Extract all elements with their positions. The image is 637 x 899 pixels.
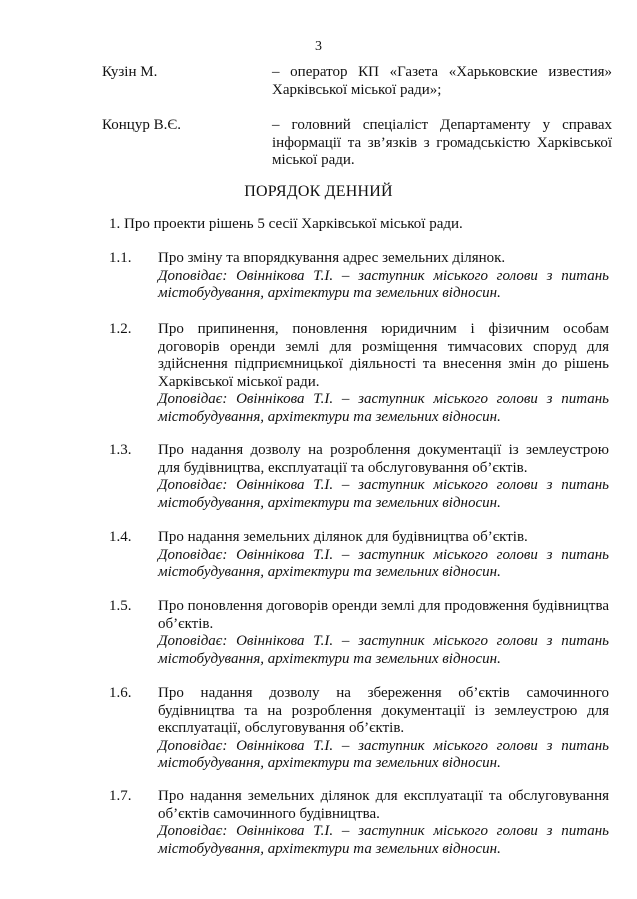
- sub-item-title: Про надання дозволу на розроблення документації із землеустрою для будівництва, експлуатації та обслуговування об’єктів.: [158, 442, 609, 476]
- sub-item-body: [158, 598, 609, 668]
- speaker-line: Доповідає: Овіннікова Т.І. – заступник міського голови з питань містобудування, архітектури та земельних відносин.: [158, 546, 609, 580]
- speaker-line: Доповідає: Овіннікова Т.І. – заступник міського голови з питань містобудування, архітектури та земельних відносин.: [158, 267, 609, 301]
- sub-item-body: [158, 529, 609, 582]
- sub-item-number: 1.6.: [109, 685, 132, 701]
- sub-item-title: Про припинення, поновлення юридичним і фізичним особам договорів оренди землі для розміщення тимчасових споруд для здійснення підприємницької діяльності та внесення змін до рішень Харківської міської ради.: [158, 321, 609, 390]
- sub-item-title: Про надання земельних ділянок для експлуатації та обслуговування об’єктів самочинного будівництва.: [158, 788, 609, 822]
- attendee-role: – оператор КП «Газета «Харьковские известия» Харківської міської ради»;: [272, 64, 612, 98]
- speaker-line: Доповідає: Овіннікова Т.І. – заступник міського голови з питань містобудування, архітектури та земельних відносин.: [158, 737, 609, 771]
- main-agenda-item: 1. Про проекти рішень 5 сесії Харківської міської ради.: [109, 216, 463, 232]
- speaker-line: Доповідає: Овіннікова Т.І. – заступник міського голови з питань містобудування, архітектури та земельних відносин.: [158, 391, 609, 425]
- speaker-line: Доповідає: Овіннікова Т.І. – заступник міського голови з питань містобудування, архітектури та земельних відносин.: [158, 477, 609, 511]
- sub-item-title: Про поновлення договорів оренди землі для продовження будівництва об’єктів.: [158, 598, 609, 632]
- sub-item-title: Про зміну та впорядкування адрес земельних ділянок.: [158, 250, 506, 266]
- sub-item-number: 1.2.: [109, 321, 132, 337]
- attendee-role: – головний спеціаліст Департаменту у справах інформації та зв’язків з громадськістю Харківської міської ради.: [272, 117, 612, 168]
- sub-item-number: 1.3.: [109, 442, 132, 458]
- sub-item-body: [158, 685, 609, 773]
- sub-item-body: [158, 321, 609, 426]
- sub-item-number: 1.7.: [109, 788, 132, 804]
- sub-item-number: 1.5.: [109, 598, 132, 614]
- sub-item-title: Про надання дозволу на збереження об’єктів самочинного будівництва та на розроблення документації із землеустрою для експлуатації, обслуговування об’єктів.: [158, 685, 609, 736]
- page-number: 3: [315, 39, 322, 54]
- sub-item-number: 1.1.: [109, 250, 132, 266]
- sub-item-body: [158, 442, 609, 512]
- attendee-name: Концур В.Є.: [102, 117, 181, 133]
- sub-item-number: 1.4.: [109, 529, 132, 545]
- attendee-name: Кузін М.: [102, 64, 158, 80]
- sub-item-title: Про надання земельних ділянок для будівництва об’єктів.: [158, 529, 528, 545]
- speaker-line: Доповідає: Овіннікова Т.І. – заступник міського голови з питань містобудування, архітектури та земельних відносин.: [158, 633, 609, 667]
- speaker-line: Доповідає: Овіннікова Т.І. – заступник міського голови з питань містобудування, архітектури та земельних відносин.: [158, 823, 609, 857]
- agenda-title: ПОРЯДОК ДЕННИЙ: [244, 183, 393, 200]
- sub-item-body: [158, 788, 609, 858]
- sub-item-body: [158, 250, 609, 303]
